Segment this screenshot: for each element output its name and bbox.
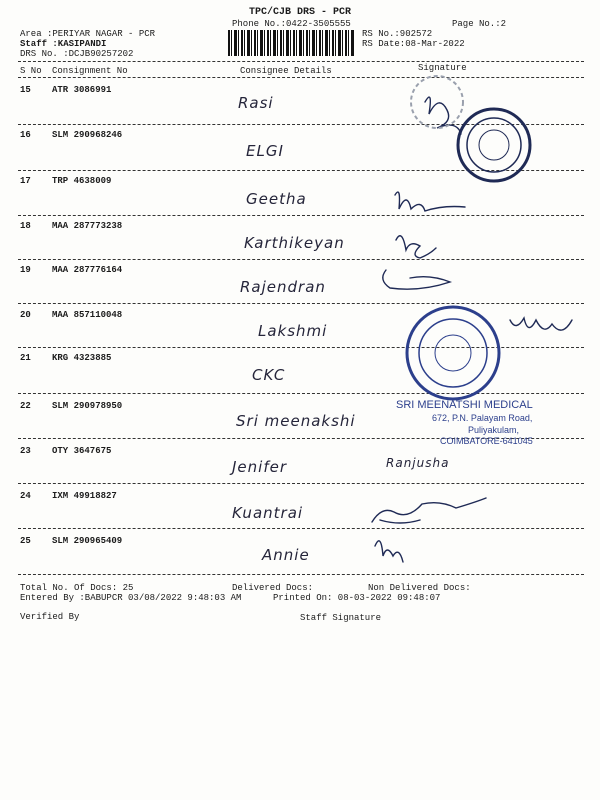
document-title: TPC/CJB DRS - PCR bbox=[248, 7, 352, 18]
row-serial: 18 bbox=[20, 221, 31, 231]
column-header-sno: S No bbox=[20, 66, 42, 76]
row-serial: 17 bbox=[20, 176, 31, 186]
row-serial: 19 bbox=[20, 265, 31, 275]
row-serial: 25 bbox=[20, 536, 31, 546]
row-consignment: KRG 4323885 bbox=[52, 353, 112, 363]
row-consignment: SLM 290968246 bbox=[52, 130, 123, 140]
consignee-name: Kuantrai bbox=[232, 504, 304, 522]
row-consignment: SLM 290978950 bbox=[52, 401, 123, 411]
row-serial: 24 bbox=[20, 491, 31, 501]
medical-address-stamp-line: COIMBATORE-641045 bbox=[440, 436, 533, 446]
consignee-name: Geetha bbox=[246, 190, 307, 208]
row-consignment: SLM 290965409 bbox=[52, 536, 123, 546]
row-consignment: MAA 287773238 bbox=[52, 221, 123, 231]
row-serial: 21 bbox=[20, 353, 31, 363]
rs-number: RS No.:902572 bbox=[362, 29, 433, 39]
medical-address-stamp-line: SRI MEENATSHI MEDICAL bbox=[396, 399, 533, 411]
consignee-name: ELGI bbox=[246, 142, 284, 160]
phone-number: Phone No.:0422-3505555 bbox=[232, 19, 351, 29]
row-consignment: MAA 857110048 bbox=[52, 310, 123, 320]
medical-address-stamp-line: Puliyakulam, bbox=[468, 425, 520, 435]
staff-label: Staff :KASIPANDI bbox=[20, 39, 107, 49]
row-serial: 16 bbox=[20, 130, 31, 140]
row-consignment: ATR 3086991 bbox=[52, 85, 112, 95]
column-header-consignee: Consignee Details bbox=[240, 66, 332, 76]
consignee-name: Rasi bbox=[238, 94, 274, 112]
consignee-name: Annie bbox=[262, 546, 310, 564]
entered-by: Entered By :BABUPCR 03/08/2022 9:48:03 AM bbox=[20, 593, 242, 603]
row-consignment: OTY 3647675 bbox=[52, 446, 112, 456]
staff-signature: Staff Signature bbox=[300, 613, 382, 623]
delivered-docs: Delivered Docs: bbox=[232, 583, 314, 593]
consignee-name: Karthikeyan bbox=[244, 234, 345, 252]
row-serial: 22 bbox=[20, 401, 31, 411]
consignee-name: Jenifer bbox=[232, 458, 288, 476]
area-label: Area :PERIYAR NAGAR - PCR bbox=[20, 29, 156, 39]
column-header-consignment: Consignment No bbox=[52, 66, 128, 76]
row-serial: 20 bbox=[20, 310, 31, 320]
row-consignment: IXM 49918827 bbox=[52, 491, 117, 501]
column-header-signature: Signature bbox=[418, 63, 467, 73]
row-consignment: TRP 4638009 bbox=[52, 176, 112, 186]
faded-seal-stamp bbox=[402, 70, 472, 130]
medical-address-stamp-line: 672, P.N. Palayam Road, bbox=[432, 413, 533, 423]
handwritten-signature: Ranjusha bbox=[386, 456, 450, 470]
consignee-name: Rajendran bbox=[240, 278, 326, 296]
consignee-name: Lakshmi bbox=[258, 322, 328, 340]
page-number: Page No.:2 bbox=[452, 19, 507, 29]
consignee-name: CKC bbox=[252, 366, 286, 384]
row-consignment: MAA 287776164 bbox=[52, 265, 123, 275]
rs-date: RS Date:08-Mar-2022 bbox=[362, 39, 465, 49]
row-serial: 23 bbox=[20, 446, 31, 456]
drs-number: DRS No. :DCJB90257202 bbox=[20, 49, 134, 59]
verified-by: Verified By bbox=[20, 612, 80, 622]
printed-on: Printed On: 08-03-2022 09:48:07 bbox=[273, 593, 441, 603]
non-delivered-docs: Non Delivered Docs: bbox=[368, 583, 471, 593]
kidney-care-seal-stamp bbox=[395, 303, 513, 403]
consignee-name: Sri meenakshi bbox=[236, 412, 356, 430]
row-serial: 15 bbox=[20, 85, 31, 95]
total-docs: Total No. Of Docs: 25 bbox=[20, 583, 134, 593]
